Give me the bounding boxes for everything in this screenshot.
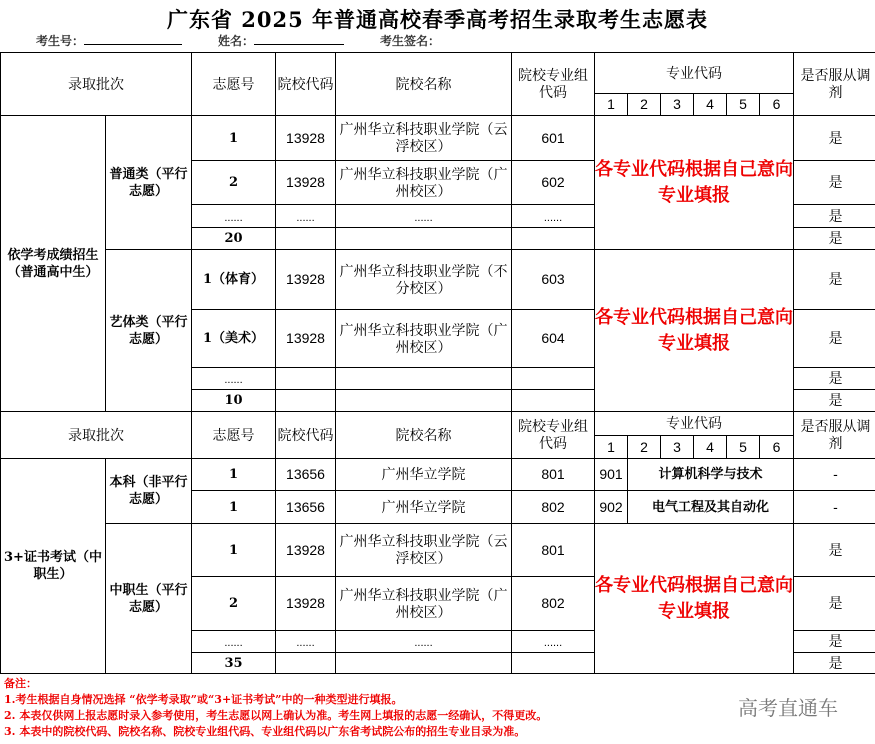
wish-no: 2 <box>192 161 276 205</box>
group-code: ...... <box>512 205 595 228</box>
wish-no: 2 <box>192 577 276 631</box>
group-label: 中职生（平行志愿） <box>106 524 192 674</box>
notes <box>4 676 547 740</box>
school-code: 13928 <box>276 161 336 205</box>
school-name <box>336 228 512 250</box>
major-col-header: 5 <box>727 94 760 116</box>
group-label: 艺体类（平行志愿） <box>106 250 192 412</box>
school-code: 13928 <box>276 577 336 631</box>
major-col-header: 5 <box>727 436 760 459</box>
school-name <box>336 653 512 674</box>
adjust-value: 是 <box>794 368 875 390</box>
major-col-header: 1 <box>595 436 628 459</box>
group-code: 604 <box>512 310 595 368</box>
school-code <box>276 228 336 250</box>
school-name <box>336 368 512 390</box>
school-code: 13928 <box>276 310 336 368</box>
name-field[interactable] <box>254 32 344 45</box>
major-code-note: 各专业代码根据自己意向专业填报 <box>595 116 794 250</box>
group-code: 603 <box>512 250 595 310</box>
adjust-value: 是 <box>794 250 875 310</box>
group-code <box>512 653 595 674</box>
school-name: 广州华立科技职业学院（云浮校区） <box>336 116 512 161</box>
school-name: 广州华立科技职业学院（广州校区） <box>336 577 512 631</box>
school-name: 广州华立科技职业学院（云浮校区） <box>336 524 512 577</box>
exam-no-label: 考生号： <box>36 34 85 48</box>
adjust-value: 是 <box>794 310 875 368</box>
school-code <box>276 390 336 412</box>
major-col-header: 4 <box>694 436 727 459</box>
adjust-value: 是 <box>794 205 875 228</box>
school-name: 广州华立学院 <box>336 459 512 491</box>
school-code: 13656 <box>276 491 336 524</box>
adjust-value: 是 <box>794 116 875 161</box>
group-code-header: 院校专业组代码 <box>512 53 595 116</box>
school-code-header: 院校代码 <box>276 53 336 116</box>
school-code: 13928 <box>276 524 336 577</box>
school-name-header: 院校名称 <box>336 412 512 459</box>
page-title: 广东省 2025 年普通高校春季高考招生录取考生志愿表 <box>166 7 709 32</box>
school-code: ...... <box>276 205 336 228</box>
group-code-header: 院校专业组代码 <box>512 412 595 459</box>
group-code: 601 <box>512 116 595 161</box>
group-code <box>512 368 595 390</box>
adjust-value: 是 <box>794 390 875 412</box>
adjust-value: 是 <box>794 161 875 205</box>
school-name-header: 院校名称 <box>336 53 512 116</box>
adjust-value: - <box>794 491 875 524</box>
school-code <box>276 653 336 674</box>
watermark: 高考直通车 <box>738 696 838 720</box>
group-code: 801 <box>512 524 595 577</box>
group-label: 普通类（平行志愿） <box>106 116 192 250</box>
wish-no: 1 <box>192 491 276 524</box>
major-code-header: 专业代码 <box>595 53 794 94</box>
wish-no-header: 志愿号 <box>192 412 276 459</box>
school-name: 广州华立科技职业学院（广州校区） <box>336 161 512 205</box>
wish-no: 1 <box>192 116 276 161</box>
major-code-header: 专业代码 <box>595 412 794 436</box>
wish-no-header: 志愿号 <box>192 53 276 116</box>
group-code: 602 <box>512 161 595 205</box>
student-info <box>36 32 440 49</box>
school-name: ...... <box>336 205 512 228</box>
school-code <box>276 368 336 390</box>
major-col-header: 2 <box>628 94 661 116</box>
wish-no: 1 <box>192 459 276 491</box>
adjust-value: - <box>794 459 875 491</box>
group-code <box>512 390 595 412</box>
group-code: 802 <box>512 491 595 524</box>
note-item: 1.考生根据自身情况选择 “依学考录取”或“3+证书考试”中的一种类型进行填报。 <box>4 693 403 706</box>
major-name: 电气工程及其自动化 <box>628 491 794 524</box>
adjust-value: 是 <box>794 653 875 674</box>
wish-no: ...... <box>192 368 276 390</box>
batch-header: 录取批次 <box>1 412 192 459</box>
school-code: 13928 <box>276 250 336 310</box>
major-code: 902 <box>595 491 628 524</box>
notes-heading: 备注： <box>4 677 37 690</box>
school-code-header: 院校代码 <box>276 412 336 459</box>
major-code-note: 各专业代码根据自己意向专业填报 <box>595 250 794 412</box>
adjust-value: 是 <box>794 577 875 631</box>
wish-no: ...... <box>192 631 276 653</box>
batch-header: 录取批次 <box>1 53 192 116</box>
note-item: 2. 本表仅供网上报志愿时录入参考使用，考生志愿以网上确认为准。考生网上填报的志愿一经确认，不得更改。 <box>4 709 548 722</box>
group-label: 本科（非平行志愿） <box>106 459 192 524</box>
school-code: ...... <box>276 631 336 653</box>
section-label: 依学考成绩招生（普通高中生） <box>1 116 106 412</box>
wish-table <box>0 52 875 674</box>
major-col-header: 2 <box>628 436 661 459</box>
major-code: 901 <box>595 459 628 491</box>
note-item: 3. 本表中的院校代码、院校名称、院校专业组代码、专业组代码以广东省考试院公布的招生专业目录为准。 <box>4 725 526 738</box>
adjust-header: 是否服从调剂 <box>794 412 875 459</box>
school-name: 广州华立科技职业学院（不分校区） <box>336 250 512 310</box>
wish-no: 20 <box>192 228 276 250</box>
adjust-value: 是 <box>794 631 875 653</box>
exam-no-field[interactable] <box>84 32 182 45</box>
wish-no: 10 <box>192 390 276 412</box>
group-code <box>512 228 595 250</box>
major-code-note: 各专业代码根据自己意向专业填报 <box>595 524 794 674</box>
major-col-header: 6 <box>760 436 794 459</box>
adjust-value: 是 <box>794 524 875 577</box>
major-col-header: 1 <box>595 94 628 116</box>
school-name <box>336 390 512 412</box>
group-code: 802 <box>512 577 595 631</box>
name-label: 姓名： <box>218 34 255 48</box>
wish-no: 35 <box>192 653 276 674</box>
wish-no: 1（体育） <box>192 250 276 310</box>
school-name: ...... <box>336 631 512 653</box>
wish-no: ...... <box>192 205 276 228</box>
major-col-header: 6 <box>760 94 794 116</box>
adjust-value: 是 <box>794 228 875 250</box>
major-name: 计算机科学与技术 <box>628 459 794 491</box>
school-code: 13928 <box>276 116 336 161</box>
group-code: ...... <box>512 631 595 653</box>
major-col-header: 4 <box>694 94 727 116</box>
major-col-header: 3 <box>661 436 694 459</box>
school-name: 广州华立学院 <box>336 491 512 524</box>
section-label: 3+证书考试（中职生） <box>1 459 106 674</box>
signature-label: 考生签名： <box>380 34 441 48</box>
school-name: 广州华立科技职业学院（广州校区） <box>336 310 512 368</box>
school-code: 13656 <box>276 459 336 491</box>
adjust-header: 是否服从调剂 <box>794 53 875 116</box>
wish-no: 1（美术） <box>192 310 276 368</box>
group-code: 801 <box>512 459 595 491</box>
major-col-header: 3 <box>661 94 694 116</box>
wish-no: 1 <box>192 524 276 577</box>
